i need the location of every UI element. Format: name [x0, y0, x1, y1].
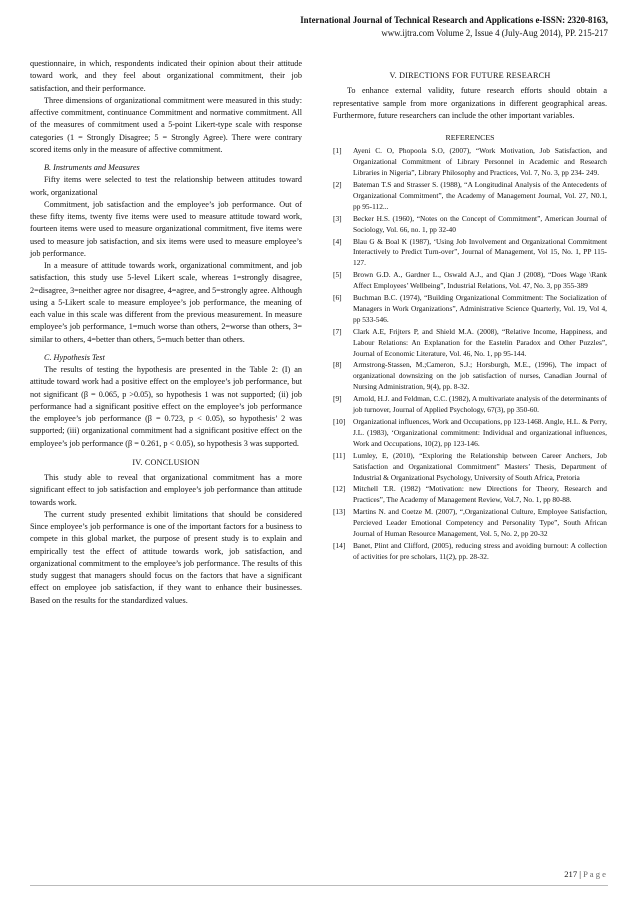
- reference-number: [13]: [333, 507, 346, 517]
- reference-text: Bateman T.S and Strasser S. (1988), “A Longitudinal Analysis of the Antecedents of Organizational Commitment”, the Academy of Management Journal, Vol. 27, N0.1, pp 95-112...: [353, 179, 607, 211]
- paragraph-likert-scale: In a measure of attitude towards work, organizational commitment, and job satisfaction, this study use 5-level Likert scale, whereas 1=strongly disagree, 2=disagree, 3=neither agree nor disagree, 4=agree, and 5=strongly agree. Although using a 5-Likert scale to measure employee’s job performance, the meaning of each value in this scale was different from the previous measurement. In measure employee’s job performance, 1=much worse than others, 2=worse than others, 3= similar to others, 4=better than others, 5=much better than others.: [30, 261, 302, 344]
- section-heading-future-research: V. DIRECTIONS FOR FUTURE RESEARCH: [389, 71, 551, 80]
- paragraph-limitations: The current study presented exhibit limitations that should be considered Since employee’s job performance is one of the important factors for a business to compete in this global market, the purpose of present study is to explain and empirically test the effect of attitude towards work, job satisfaction, and organizational commitment to the employee’s job performance. The results of this study suggest that managers should focus on the factors that have a significant effect on employee job satisfaction, if they want to enhance their businesses. Based on the results for the standardized values.: [30, 509, 302, 605]
- reference-number: [11]: [333, 450, 346, 460]
- reference-list: [333, 146, 607, 563]
- reference-item: [333, 237, 607, 270]
- subsection-heading-hypothesis: C. Hypothesis Test: [44, 352, 105, 362]
- page-word: P a g e: [583, 869, 606, 879]
- reference-number: [4]: [333, 236, 342, 246]
- reference-item: [333, 270, 607, 292]
- journal-issue-info: www.ijtra.com Volume 2, Issue 4 (July-Aug 2014), PP. 215-217: [381, 28, 608, 38]
- section-heading-conclusion: IV. CONCLUSION: [132, 457, 200, 467]
- reference-text: Buchman B.C. (1974), “Building Organizational Commitment: The Socialization of Managers in Work Organizations”, Administrative Science Quarterly, Vol. 19, Vol 4, pp 533-546.: [353, 293, 607, 324]
- right-column: [333, 58, 607, 564]
- reference-item: [333, 507, 607, 540]
- reference-text: Martins N. and Coetze M. (2007), “,Organizational Culture, Employee Satisfaction, Percieved Leader Emotional Competency and Personality Type”, South African Journal of Human Resource Management, Vol. 5, No. 2, pp 20-32: [353, 507, 607, 539]
- reference-number: [5]: [333, 270, 342, 280]
- reference-item: [333, 327, 607, 360]
- reference-text: Ayeni C. O, Phopoola S.O, (2007), “Work Motivation, Job Satisfaction, and Organizational Commitment of Library Personnel in Academic and Research Libraries in Nigeria”, Library Philosophy and Practices, Vol. 7, No. 3, pp 234- 249.: [353, 146, 607, 178]
- reference-item: [333, 146, 607, 179]
- page-separator: |: [577, 869, 584, 879]
- reference-number: [9]: [333, 394, 342, 404]
- journal-header: [300, 14, 608, 40]
- reference-number: [6]: [333, 293, 342, 303]
- reference-number: [12]: [333, 484, 346, 494]
- reference-item: [333, 417, 607, 450]
- reference-item: [333, 394, 607, 416]
- reference-text: Blau G & Boal K (1987), ‘Using Job Involvement and Organizational Commitment Interactively to Predict Turn-over”, Journal of Management, Vol 15, No. 1, PP 115-127.: [353, 236, 607, 268]
- reference-text: Organizational influences, Work and Occupations, pp 123-1468. Angle, H.L. & Perry, J.L. (1983), ‘Organizational commitment: Individual and organizational influences, Work and Occupations, 10(2), pp 123-146.: [353, 417, 607, 448]
- reference-text: Lumley, E, (2010), “Exploring the Relationship between Career Anchers, Job Satisfaction and Organizational Commitment” Masters’ Thesis, Department of Industrial & Organizational Psychology, University of South Africa, Pretoria: [353, 450, 607, 482]
- left-column: [30, 58, 302, 607]
- reference-text: Brown G.D. A., Gardner L., Oswald A.J., and Qian J (2008), “Does Wage \Rank Affect Employees’ Wellbeing”, Industrial Relations, Vol. 47, No. 3, pp 355-389: [353, 270, 607, 291]
- page-number: 217: [564, 869, 578, 879]
- reference-item: [333, 360, 607, 393]
- reference-number: [3]: [333, 213, 342, 223]
- reference-item: [333, 484, 607, 506]
- paragraph-item-breakdown: Commitment, job satisfaction and the employee’s job performance. Out of these fifty items, twenty five items were used to measure attitude toward work, fourteen items were used to measure organizational commitment, five items were used to measure job satisfaction, and six items were used to measure employee’s job performance.: [30, 199, 302, 258]
- reference-text: Clark A.E, Frijters P, and Shield M.A. (2008), “Relative Income, Happiness, and Labour Relations: An Explanation for the Eastelin Paradox and Other Puzzles”, Journal of Economic Literature, Vol. 46, No. 1, pp 95-144.: [353, 326, 607, 358]
- reference-text: Mitchell T.R. (1982) “Motivation: new Directions for Theory, Research and Practices”, The Academy of Management Review, Vol.7, No. 1, pp 80-88.: [353, 484, 607, 505]
- page-footer: [564, 869, 606, 879]
- reference-item: [333, 451, 607, 484]
- paragraph-conclusion: This study able to reveal that organizational commitment has a more significant effect to job satisfaction and employee’s job performance than attitude towards work.: [30, 473, 302, 507]
- reference-number: [10]: [333, 417, 346, 426]
- reference-item: [333, 293, 607, 326]
- reference-number: [14]: [333, 540, 346, 550]
- reference-text: Becker H.S. (1960), “Notes on the Concept of Commitment”, American Journal of Sociology, Vol. 66, no. 1, pp 32-40: [353, 213, 607, 234]
- reference-item: [333, 541, 607, 563]
- reference-number: [7]: [333, 326, 342, 336]
- paragraph-future-research: To enhance external validity, future research efforts should obtain a representative sample from more organizations in different geographical areas. Furthermore, future researchers can include the other important variables.: [333, 86, 607, 120]
- reference-number: [2]: [333, 179, 342, 189]
- reference-text: Arnold, H.J. and Feldman, C.C. (1982), A multivariate analysis of the determinants of job turnover, Journal of Applied Psychology, 67(3), pp 350-60.: [353, 394, 607, 415]
- subsection-heading-instruments: B. Instruments and Measures: [44, 163, 140, 172]
- reference-number: [8]: [333, 360, 342, 370]
- reference-text: Armstrong-Stassen, M.;Cameron, S.J.; Horsburgh, M.E., (1996), The impact of organizational downsizing on the job satisfaction of nurses, Canadian Journal of Nursing Administration, 9(4), pp. 8-32.: [353, 360, 607, 392]
- reference-text: Banet, Plint and Clifford, (2005), reducing stress and avoiding burnout: A collection of activities for pre scholars, 11(2), pp. 28-32.: [353, 540, 607, 561]
- reference-item: [333, 214, 607, 236]
- reference-item: [333, 180, 607, 213]
- journal-title: International Journal of Technical Research and Applications e-ISSN: 2320-8163,: [300, 15, 608, 25]
- references-heading: REFERENCES: [445, 133, 495, 142]
- paragraph-questionnaire: questionnaire, in which, respondents indicated their opinion about their attitude toward work, and they feel about organizational commitment, their job satisfaction, and their performance.: [30, 59, 302, 93]
- paragraph-hypothesis-results: The results of testing the hypothesis are presented in the Table 2: (I) an attitude toward work had a positive effect on the employee’s job performance, but not significant (β = 0.065, p >0.05), so hypothesis 1 was not supported; (ii) job performance had a significant positive effect on the employee’s job performance the employee’s job performance (β = 0.723, p < 0.05), so hypothesis’ 2 was supported; (iii) organizational commitment had a significant positive effect on the employee’s job performance (β = 0.261, p < 0.05), so hypothesis 3 was supported.: [30, 365, 302, 448]
- footer-rule: [30, 885, 608, 886]
- paragraph-commitment-dimensions: Three dimensions of organizational commitment were measured in this study: affective commitment, continuance Commitment and normative commitment. All of the measures of commitment used a 5-point Likert-type scale with response categories (1 = Strongly Disagree; 5 = Strongly Agree). There were contrary scored items only in the measure of affective commitment.: [30, 95, 302, 154]
- reference-number: [1]: [333, 146, 342, 156]
- paragraph-fifty-items: Fifty items were selected to test the relationship between attitudes toward work, organizational: [30, 175, 302, 197]
